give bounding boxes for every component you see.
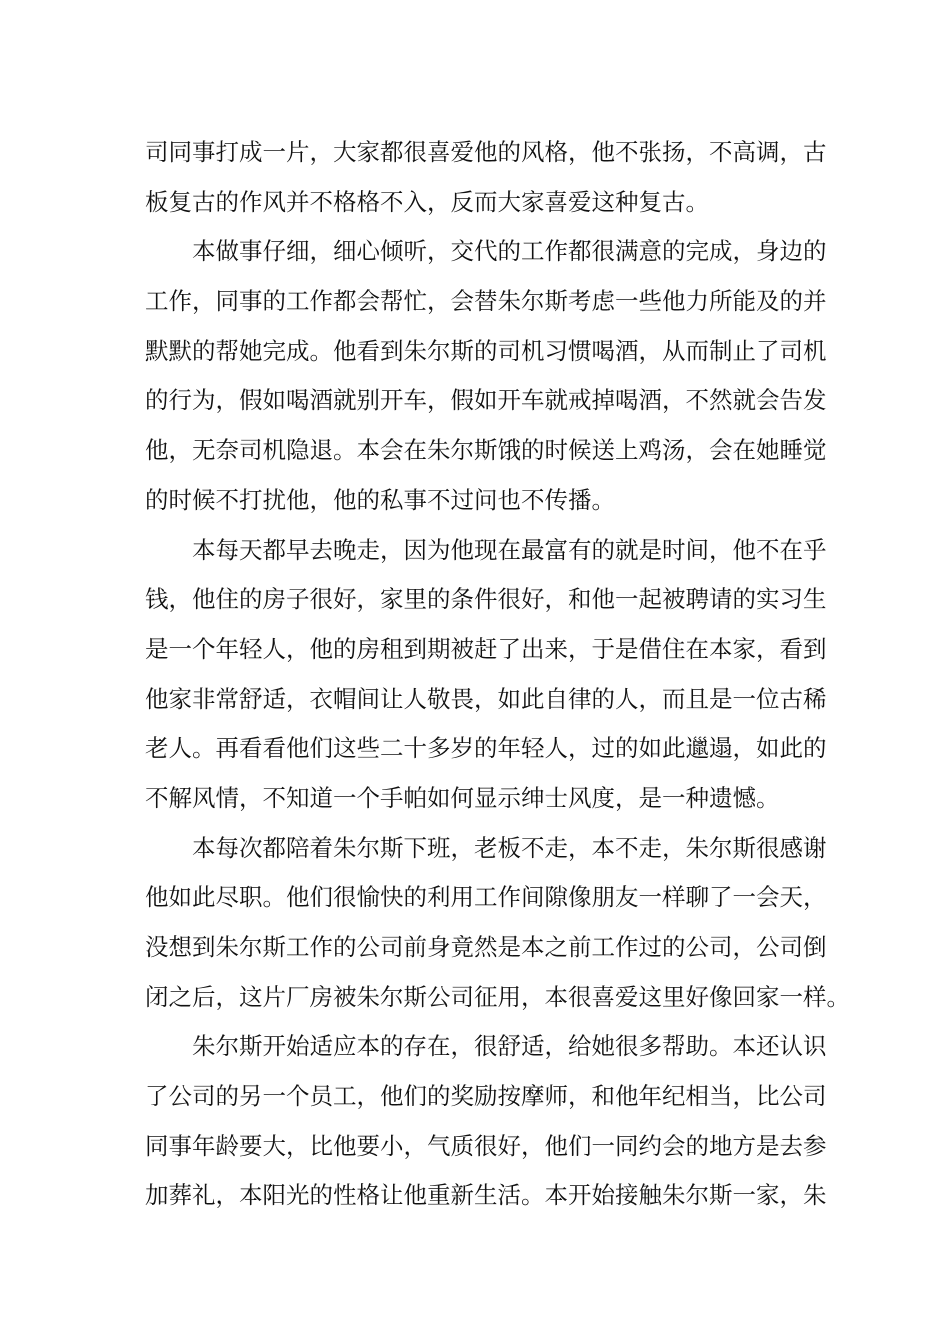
paragraph-4 [145,824,850,1023]
text-line: 本每次都陪着朱尔斯下班，老板不走，本不走，朱尔斯很感谢 [192,833,827,862]
paragraph-2 [145,227,827,525]
paragraph-3 [145,526,827,824]
text-line: 老人。再看看他们这些二十多岁的年轻人，过的如此邋遢，如此的 [145,734,827,763]
text-line: 闭之后，这片厂房被朱尔斯公司征用，本很喜爱这里好像回家一样。 [145,982,850,1011]
text-line: 司同事打成一片，大家都很喜爱他的风格，他不张扬，不高调，古 [145,138,827,166]
text-line: 不解风情，不知道一个手帕如何显示绅士风度，是一种遗憾。 [145,783,780,812]
text-line: 他家非常舒适，衣帽间让人敬畏，如此自律的人，而且是一位古稀 [145,684,827,713]
text-line: 本做事仔细，细心倾听，交代的工作都很满意的完成，身边的 [192,237,827,266]
text-line: 没想到朱尔斯工作的公司前身竟然是本之前工作过的公司，公司倒 [145,933,827,961]
text-line: 他，无奈司机隐退。本会在朱尔斯饿的时候送上鸡汤，会在她睡觉 [145,436,827,465]
text-line: 本每天都早去晚走，因为他现在最富有的就是时间，他不在乎 [192,535,827,564]
paragraph-1 [145,128,827,227]
text-line: 工作，同事的工作都会帮忙，会替朱尔斯考虑一些他力所能及的并 [145,287,827,316]
text-line: 加葬礼，本阳光的性格让他重新生活。本开始接触朱尔斯一家，朱 [145,1181,827,1210]
text-line: 朱尔斯开始适应本的存在，很舒适，给她很多帮助。本还认识 [192,1032,827,1061]
text-line: 的行为，假如喝酒就别开车，假如开车就戒掉喝酒，不然就会告发 [145,386,827,415]
text-line: 他如此尽职。他们很愉快的利用工作间隙像朋友一样聊了一会天， [145,883,827,912]
text-line: 钱，他住的房子很好，家里的条件很好，和他一起被聘请的实习生 [145,585,827,614]
document-body [145,128,850,1221]
text-line: 同事年龄要大，比他要小，气质很好，他们一同约会的地方是去参 [145,1131,827,1160]
text-line: 默默的帮她完成。他看到朱尔斯的司机习惯喝酒，从而制止了司机 [145,336,827,365]
paragraph-5 [145,1022,827,1221]
text-line: 板复古的作风并不格格不入，反而大家喜爱这种复古。 [145,187,709,216]
text-line: 是一个年轻人，他的房租到期被赶了出来，于是借住在本家，看到 [145,634,827,663]
text-line: 了公司的另一个员工，他们的奖励按摩师，和他年纪相当，比公司 [145,1082,827,1111]
text-line: 的时候不打扰他，他的私事不过问也不传播。 [145,485,615,514]
